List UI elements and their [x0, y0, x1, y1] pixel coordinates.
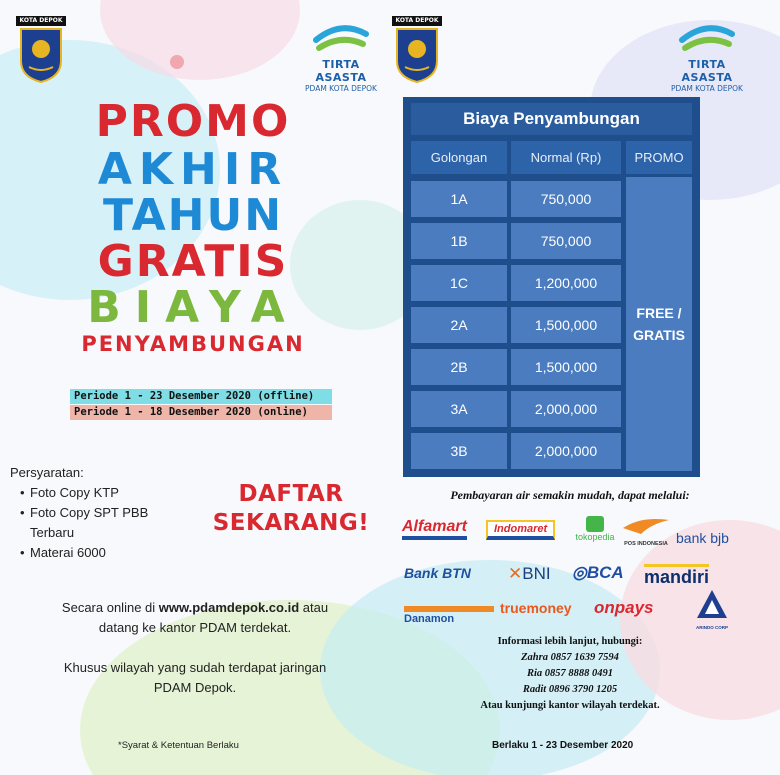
row-normal: 1,500,000	[511, 349, 621, 385]
requirement-text-cont: Terbaru	[30, 525, 75, 540]
promo-free-cell	[626, 177, 692, 471]
table-title: Biaya Penyambungan	[411, 103, 692, 135]
info-footer: Atau kunjungi kantor wilayah terdekat.	[480, 700, 660, 711]
crest-shield-icon	[395, 27, 439, 83]
mandiri-logo: mandiri	[644, 564, 709, 588]
tirta-sub: PDAM KOTA DEPOK	[305, 84, 377, 93]
row-normal: 1,200,000	[511, 265, 621, 301]
row-golongan: 3A	[411, 391, 507, 427]
kota-depok-crest-right	[392, 16, 442, 86]
row-golongan: 3B	[411, 433, 507, 469]
khusus-line2: PDAM Depok.	[153, 680, 237, 695]
requirements	[10, 463, 148, 563]
online-note	[20, 598, 370, 638]
khusus-line1: Khusus wilayah yang sudah terdapat jaringan	[63, 660, 327, 675]
contact-line: Zahra 0857 1639 7594	[521, 652, 619, 663]
alfamart-logo: Alfamart	[402, 518, 467, 540]
tirta-sub: PDAM KOTA DEPOK	[671, 84, 743, 93]
row-normal: 1,500,000	[511, 307, 621, 343]
promo-free-line1: FREE /	[636, 305, 682, 321]
period-offline: Periode 1 - 23 Desember 2020 (offline)	[70, 389, 332, 404]
contact-line: Radit 0896 3790 1205	[522, 684, 618, 695]
contact-info	[440, 634, 700, 714]
pos-bird-icon	[621, 514, 671, 536]
requirement-item: • Materai 6000	[20, 543, 148, 563]
contact-line: Ria 0857 8888 0491	[526, 668, 614, 679]
berlaku-text: Berlaku 1 - 23 Desember 2020	[492, 740, 634, 751]
bca-text: BCA	[586, 563, 624, 582]
bank-btn-logo: Bank BTN	[404, 565, 471, 581]
online-prefix: Secara online di	[61, 600, 159, 615]
arindo-text: ARINDO CORP	[695, 625, 728, 630]
arindo-triangle-icon	[695, 588, 729, 620]
danamon-logo: Danamon	[404, 606, 494, 625]
tirta-asasta-logo-right	[662, 20, 752, 93]
bni-mark-icon: ✕	[508, 564, 523, 583]
pos-text: POS INDONESIA	[624, 541, 668, 547]
bca-mark-icon: ◎	[572, 563, 587, 582]
headline-tahun: TAHUN	[102, 190, 284, 241]
water-wave-icon	[677, 20, 737, 54]
row-golongan: 2A	[411, 307, 507, 343]
tokopedia-text: tokopedia	[575, 532, 615, 542]
biaya-table	[403, 97, 700, 477]
headline-promo: PROMO	[95, 96, 291, 147]
truemoney-logo: truemoney	[500, 600, 572, 616]
tirta-name: TIRTA ASASTA	[315, 58, 367, 84]
tirta-name: TIRTA ASASTA	[681, 58, 733, 84]
online-line2: datang ke kantor PDAM terdekat.	[98, 620, 292, 635]
pos-indonesia-logo	[616, 514, 676, 547]
requirement-item: • Foto Copy KTP	[20, 483, 148, 503]
daftar-sekarang-cta	[196, 480, 386, 538]
headline-biaya: BIAYA	[87, 282, 299, 333]
requirement-text: Foto Copy SPT PBB	[30, 505, 149, 520]
period-online: Periode 1 - 18 Desember 2020 (online)	[70, 405, 332, 420]
table-header-normal: Normal (Rp)	[511, 141, 621, 174]
headline-gratis: GRATIS	[97, 236, 289, 287]
row-normal: 750,000	[511, 181, 621, 217]
payment-title: Pembayaran air semakin mudah, dapat melalui:	[450, 488, 690, 502]
table-header-golongan: Golongan	[411, 141, 507, 174]
water-wave-icon	[311, 20, 371, 54]
row-golongan: 1A	[411, 181, 507, 217]
row-normal: 2,000,000	[511, 391, 621, 427]
row-normal: 2,000,000	[511, 433, 621, 469]
cta-line2: SEKARANG!	[212, 510, 370, 536]
info-title: Informasi lebih lanjut, hubungi:	[497, 636, 643, 647]
row-golongan: 2B	[411, 349, 507, 385]
headline-akhir: AKHIR	[97, 144, 289, 195]
indomaret-logo: Indomaret	[486, 520, 555, 540]
bca-logo	[572, 563, 624, 583]
row-golongan: 1B	[411, 223, 507, 259]
tirta-asasta-logo-left	[300, 20, 382, 93]
arindo-logo	[692, 588, 732, 630]
crest-label: KOTA DEPOK	[392, 16, 442, 26]
headline-penyambungan: PENYAMBUNGAN	[81, 332, 305, 356]
online-suffix: atau	[299, 600, 329, 615]
row-normal: 750,000	[511, 223, 621, 259]
row-golongan: 1C	[411, 265, 507, 301]
khusus-note	[20, 658, 370, 698]
onpays-logo: onpays	[594, 598, 654, 617]
bni-text: BNI	[522, 564, 551, 583]
tokopedia-logo	[572, 516, 618, 542]
promo-free-line2: GRATIS	[633, 327, 685, 343]
requirements-title: Persyaratan:	[10, 465, 84, 480]
crest-shield-icon	[19, 27, 63, 83]
bni-logo	[508, 564, 551, 584]
syarat-note: *Syarat & Ketentuan Berlaku	[118, 740, 239, 751]
bank-bjb-logo: bank bjb	[676, 530, 729, 546]
table-header-promo: PROMO	[626, 141, 692, 174]
requirements-list	[20, 483, 148, 563]
promo-headline	[28, 96, 358, 356]
crest-label: KOTA DEPOK	[16, 16, 66, 26]
kota-depok-crest-left	[16, 16, 66, 86]
requirement-item	[20, 503, 148, 543]
tokopedia-bag-icon	[586, 516, 604, 532]
website-link[interactable]: www.pdamdepok.co.id	[158, 600, 300, 615]
cta-line1: DAFTAR	[238, 481, 344, 507]
bg-dot-pink	[170, 55, 184, 69]
